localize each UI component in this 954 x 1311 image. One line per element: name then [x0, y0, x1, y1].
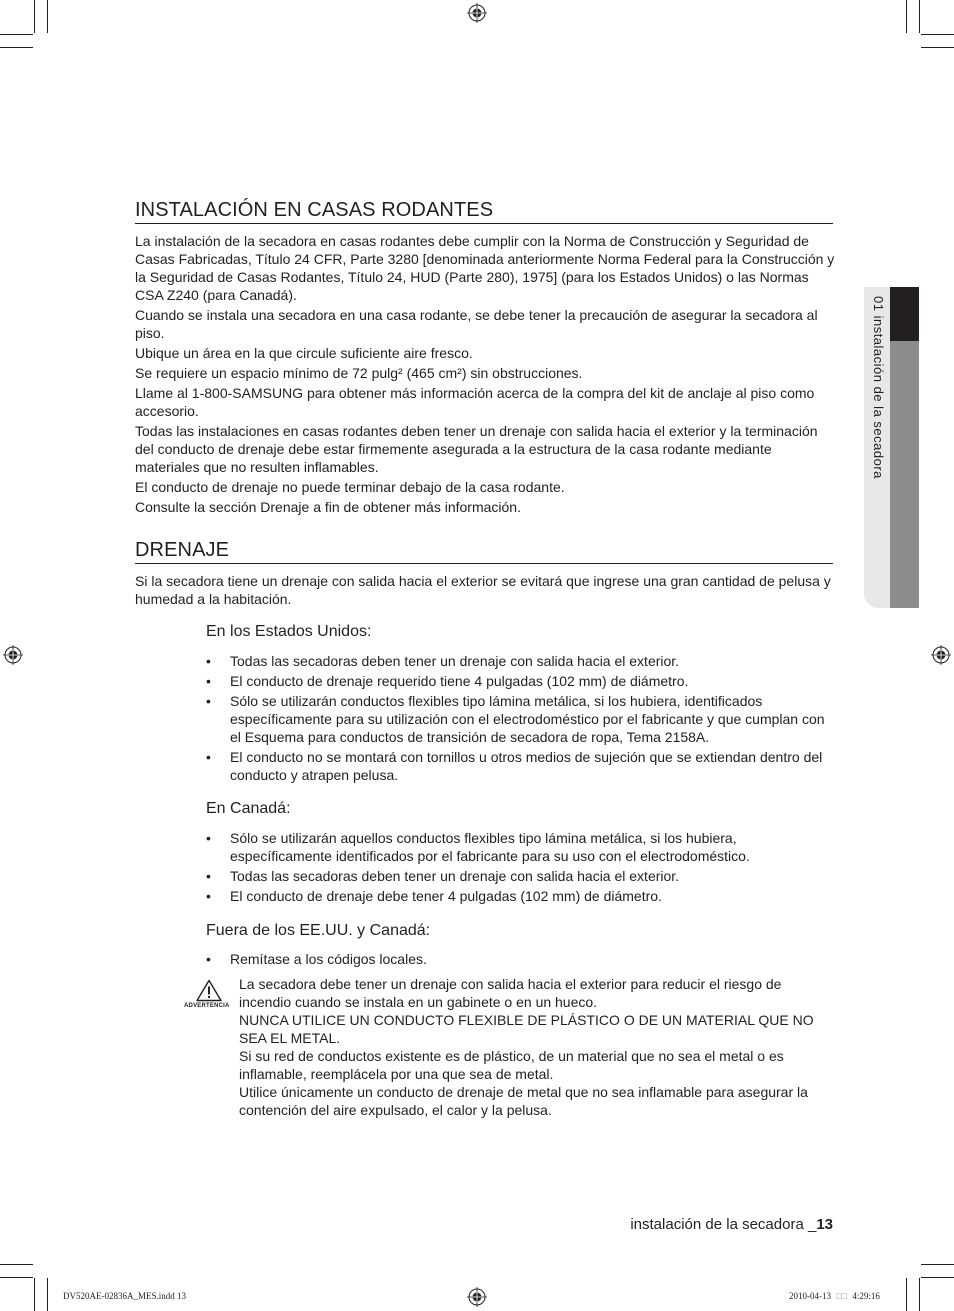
warning-line: Si su red de conductos existente es de plástico, de un material que no sea el metal o es inflamable, reemplácela por una que sea de metal. [239, 1048, 784, 1082]
list-item: • El conducto de drenaje debe tener 4 pulgadas (102 mm) de diámetro. [206, 888, 662, 904]
side-tab-marker [890, 287, 919, 341]
side-tab-strip [890, 341, 919, 608]
registration-mark-icon [467, 1287, 487, 1307]
warning-label: ADVERTENCIA [184, 1003, 230, 1009]
section-mobile-homes-body [135, 232, 835, 518]
section-title-mobile-homes: INSTALACIÓN EN CASAS RODANTES [135, 199, 833, 224]
paragraph: Todas las instalaciones en casas rodantes deben tener un drenaje con salida hacia el exterior y la terminación del conducto de drenaje debe estar firmemente asegurada a la estructura de la casa rodante mediante materiales que no resulten inflamables. [135, 423, 818, 475]
section-title-exhaust: DRENAJE [135, 539, 833, 564]
list-item: • Todas las secadoras deben tener un drenaje con salida hacia el exterior. [206, 653, 680, 669]
paragraph: Llame al 1-800-SAMSUNG para obtener más información acerca de la compra del kit de anclaje al piso como accesorio. [135, 385, 815, 419]
registration-mark-icon [931, 645, 951, 665]
paragraph: Ubique un área en la que circule suficiente aire fresco. [135, 345, 473, 361]
warning-text [239, 975, 837, 1119]
paragraph: Cuando se instala una secadora en una casa rodante, se debe tener la precaución de asegurar la secadora al piso. [135, 307, 818, 341]
paragraph: El conducto de drenaje no puede terminar debajo de la casa rodante. [135, 479, 565, 495]
list-item: • El conducto de drenaje requerido tiene 4 pulgadas (102 mm) de diámetro. [206, 673, 689, 689]
slug-filename: DV520AE-02836A_MES.indd 13 [63, 1291, 186, 1301]
footer-text: instalación de la secadora _ [630, 1216, 817, 1233]
registration-mark-icon [3, 645, 23, 665]
subheading-outside: Fuera de los EE.UU. y Canadá: [206, 922, 431, 939]
paragraph: Se requiere un espacio mínimo de 72 pulg² (465 cm²) sin obstrucciones. [135, 365, 583, 381]
subheading-canada: En Canadá: [206, 800, 291, 817]
side-tab-label: 01 instalación de la secadora [871, 296, 886, 479]
warning-line: NUNCA UTILICE UN CONDUCTO FLEXIBLE DE PLÁSTICO O DE UN MATERIAL QUE NO SEA EL METAL. [239, 1012, 814, 1046]
list-item: • Todas las secadoras deben tener un drenaje con salida hacia el exterior. [206, 868, 680, 884]
warning-triangle-icon [196, 979, 222, 1002]
canada-requirements-list [206, 829, 836, 907]
warning-line: La secadora debe tener un drenaje con salida hacia el exterior para reducir el riesgo de incendio cuando se instala en un gabinete o en un hueco. [239, 976, 782, 1010]
slug-date: 2010-04-13 □□ 4:29:16 [789, 1291, 880, 1301]
paragraph: Consulte la sección Drenaje a fin de obtener más información. [135, 499, 521, 515]
page-number: 13 [816, 1216, 833, 1233]
usa-requirements-list [206, 652, 836, 786]
section-exhaust-intro: Si la secadora tiene un drenaje con salida hacia el exterior se evitará que ingrese una gran cantidad de pelusa y humedad a la habitación. [135, 573, 831, 607]
page-footer [630, 1216, 833, 1233]
list-item: • Sólo se utilizarán conductos flexibles tipo lámina metálica, si los hubiera, identificados específicamente para su utilización con el electrodoméstico por el fabricante y que cumplan con el Esquema para conductos de transición de secadora de ropa, Tema 2158A. [206, 693, 825, 745]
registration-mark-icon [467, 3, 487, 23]
list-item: • Sólo se utilizarán aquellos conductos flexibles tipo lámina metálica, si los hubiera, específicamente identificados por el fabricante para su uso con el electrodoméstico. [206, 830, 750, 864]
subheading-usa: En los Estados Unidos: [206, 623, 372, 640]
list-item: • El conducto no se montará con tornillos u otros medios de sujeción que se extiendan dentro del conducto y atrapen pelusa. [206, 749, 823, 783]
paragraph: La instalación de la secadora en casas rodantes debe cumplir con la Norma de Construcción y Seguridad de Casas Fabricadas, Título 24 CFR, Parte 3280 [denominada anteriormente Norma Federal para la Construcción y la Seguridad de Casas Rodantes, Título 24, HUD (Parte 280), 1975] (para los Estados Unidos) o las Normas CSA Z240 (para Canadá). [135, 233, 835, 303]
list-item: • Remítase a los códigos locales. [206, 951, 427, 967]
warning-line: Utilice únicamente un conducto de drenaje de metal que no sea inflamable para asegurar la contención del aire expulsado, el calor y la pelusa. [239, 1084, 808, 1118]
outside-requirements-list [206, 950, 836, 970]
